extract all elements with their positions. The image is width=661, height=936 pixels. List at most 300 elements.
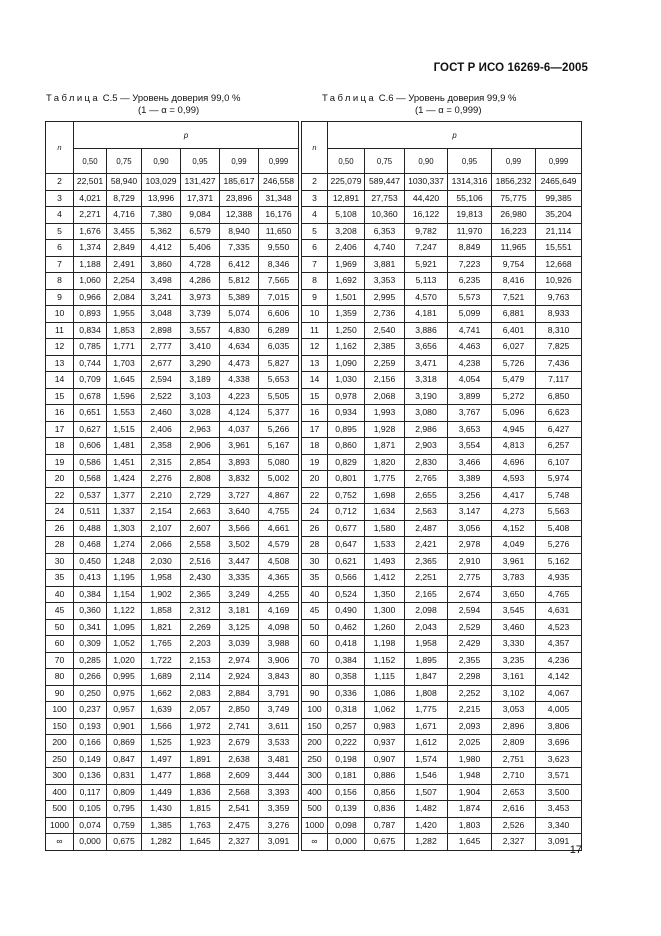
- k-value-cell: 0,413: [74, 570, 107, 587]
- caption-text: С.6 — Уровень доверия 99,9 %: [376, 93, 517, 104]
- n-value-cell: 90: [302, 685, 328, 702]
- k-value-cell: 3,028: [181, 405, 220, 422]
- k-value-cell: 225,079: [328, 174, 365, 191]
- k-value-cell: 0,975: [107, 685, 142, 702]
- table-row: [302, 454, 582, 471]
- n-value-cell: 17: [46, 421, 74, 438]
- k-value-cell: 3,557: [181, 322, 220, 339]
- k-value-cell: 1,808: [405, 685, 448, 702]
- k-value-cell: 0,829: [328, 454, 365, 471]
- k-value-cell: 3,466: [448, 454, 492, 471]
- k-value-cell: 8,310: [536, 322, 582, 339]
- table-row: [302, 669, 582, 686]
- k-value-cell: 1,195: [107, 570, 142, 587]
- k-value-cell: 0,744: [74, 355, 107, 372]
- k-value-cell: 3,276: [259, 817, 299, 834]
- k-value-cell: 10,926: [536, 273, 582, 290]
- caption-text: С.5 — Уровень доверия 99,0 %: [100, 93, 241, 104]
- k-value-cell: 1,580: [365, 520, 405, 537]
- n-value-cell: 22: [46, 487, 74, 504]
- k-value-cell: 1,198: [365, 636, 405, 653]
- k-value-cell: 3,256: [448, 487, 492, 504]
- k-value-cell: 3,330: [492, 636, 536, 653]
- n-value-cell: 500: [302, 801, 328, 818]
- k-value-cell: 2,896: [492, 718, 536, 735]
- n-value-cell: 24: [46, 504, 74, 521]
- k-value-cell: 1,698: [365, 487, 405, 504]
- k-value-cell: 21,114: [536, 223, 582, 240]
- k-value-cell: 0,677: [328, 520, 365, 537]
- k-value-cell: 1,374: [74, 240, 107, 257]
- table-row: [46, 636, 299, 653]
- k-value-cell: 5,748: [536, 487, 582, 504]
- k-value-cell: 4,124: [220, 405, 259, 422]
- k-value-cell: 3,091: [259, 834, 299, 851]
- k-value-cell: 2,487: [405, 520, 448, 537]
- k-value-cell: 1,546: [405, 768, 448, 785]
- n-value-cell: 5: [46, 223, 74, 240]
- table-row: [302, 801, 582, 818]
- n-value-cell: 5: [302, 223, 328, 240]
- table-row: [302, 405, 582, 422]
- k-value-cell: 0,785: [74, 339, 107, 356]
- k-value-cell: 7,380: [142, 207, 181, 224]
- k-value-cell: 3,739: [181, 306, 220, 323]
- caption-label: Таблица: [322, 93, 377, 104]
- k-value-cell: 2,385: [365, 339, 405, 356]
- n-value-cell: 60: [46, 636, 74, 653]
- k-value-cell: 2,677: [142, 355, 181, 372]
- table-row: [302, 768, 582, 785]
- k-value-cell: 1,052: [107, 636, 142, 653]
- k-value-cell: 3,103: [181, 388, 220, 405]
- n-value-cell: 30: [46, 553, 74, 570]
- k-value-cell: 4,945: [492, 421, 536, 438]
- k-value-cell: 1,553: [107, 405, 142, 422]
- k-value-cell: 3,554: [448, 438, 492, 455]
- k-value-cell: 2,430: [181, 570, 220, 587]
- k-value-cell: 2,251: [405, 570, 448, 587]
- p-value-header: 0,95: [448, 149, 492, 174]
- k-value-cell: 0,488: [74, 520, 107, 537]
- table-row: [46, 438, 299, 455]
- k-value-cell: 5,505: [259, 388, 299, 405]
- k-value-cell: 6,035: [259, 339, 299, 356]
- k-value-cell: 2,809: [492, 735, 536, 752]
- k-value-cell: 4,169: [259, 603, 299, 620]
- k-value-cell: 0,358: [328, 669, 365, 686]
- k-value-cell: 2,522: [142, 388, 181, 405]
- k-value-cell: 2,736: [365, 306, 405, 323]
- k-value-cell: 2,663: [181, 504, 220, 521]
- k-value-cell: 2,298: [448, 669, 492, 686]
- table-row: [302, 174, 582, 191]
- k-value-cell: 3,749: [259, 702, 299, 719]
- k-value-cell: 0,895: [328, 421, 365, 438]
- k-value-cell: 2,729: [181, 487, 220, 504]
- k-value-cell: 3,481: [259, 751, 299, 768]
- k-value-cell: 4,634: [220, 339, 259, 356]
- k-value-cell: 0,309: [74, 636, 107, 653]
- k-value-cell: 0,901: [107, 718, 142, 735]
- k-value-cell: 1,497: [142, 751, 181, 768]
- k-value-cell: 9,084: [181, 207, 220, 224]
- n-value-cell: 6: [46, 240, 74, 257]
- n-value-cell: 150: [302, 718, 328, 735]
- k-value-cell: 2,093: [448, 718, 492, 735]
- k-value-cell: 2,327: [220, 834, 259, 851]
- table-row: [46, 223, 299, 240]
- table-row: [46, 421, 299, 438]
- table-row: [46, 570, 299, 587]
- k-value-cell: 2,406: [328, 240, 365, 257]
- k-value-cell: 0,978: [328, 388, 365, 405]
- k-value-cell: 1,662: [142, 685, 181, 702]
- n-value-cell: 20: [46, 471, 74, 488]
- k-value-cell: 2,906: [181, 438, 220, 455]
- n-value-cell: 60: [302, 636, 328, 653]
- k-value-cell: 9,550: [259, 240, 299, 257]
- k-value-cell: 1,671: [405, 718, 448, 735]
- k-value-cell: 1,868: [181, 768, 220, 785]
- k-value-cell: 13,996: [142, 190, 181, 207]
- n-value-cell: 3: [302, 190, 328, 207]
- k-value-cell: 3,444: [259, 768, 299, 785]
- k-value-cell: 3,181: [220, 603, 259, 620]
- table-row: [302, 570, 582, 587]
- k-value-cell: 2,312: [181, 603, 220, 620]
- k-value-cell: 2,165: [405, 586, 448, 603]
- k-value-cell: 1,162: [328, 339, 365, 356]
- k-value-cell: 2,066: [142, 537, 181, 554]
- k-value-cell: 3,899: [448, 388, 492, 405]
- k-value-cell: 4,463: [448, 339, 492, 356]
- k-value-cell: 2,765: [405, 471, 448, 488]
- k-value-cell: 1,639: [142, 702, 181, 719]
- k-value-cell: 1,874: [448, 801, 492, 818]
- n-value-cell: 1000: [46, 817, 74, 834]
- k-value-cell: 1,248: [107, 553, 142, 570]
- table-row: [302, 504, 582, 521]
- k-value-cell: 0,983: [365, 718, 405, 735]
- k-value-cell: 1,260: [365, 619, 405, 636]
- k-value-cell: 4,593: [492, 471, 536, 488]
- k-value-cell: 0,831: [107, 768, 142, 785]
- k-value-cell: 1,507: [405, 784, 448, 801]
- table-row: [46, 207, 299, 224]
- k-value-cell: 1,477: [142, 768, 181, 785]
- k-value-cell: 2,995: [365, 289, 405, 306]
- k-value-cell: 0,787: [365, 817, 405, 834]
- k-value-cell: 0,490: [328, 603, 365, 620]
- k-value-cell: 7,825: [536, 339, 582, 356]
- k-value-cell: 16,176: [259, 207, 299, 224]
- table-row: [302, 603, 582, 620]
- k-value-cell: 0,384: [74, 586, 107, 603]
- n-value-cell: 12: [46, 339, 74, 356]
- k-value-cell: 1,858: [142, 603, 181, 620]
- table-row: [302, 685, 582, 702]
- k-value-cell: 3,208: [328, 223, 365, 240]
- table-row: [302, 471, 582, 488]
- n-value-cell: 80: [302, 669, 328, 686]
- k-value-cell: 0,450: [74, 553, 107, 570]
- k-value-cell: 11,650: [259, 223, 299, 240]
- k-value-cell: 589,447: [365, 174, 405, 191]
- caption-label: Таблица: [46, 93, 101, 104]
- table-row: [302, 421, 582, 438]
- k-value-cell: 131,427: [181, 174, 220, 191]
- table-row: [46, 735, 299, 752]
- n-value-cell: 19: [46, 454, 74, 471]
- k-value-cell: 3,566: [220, 520, 259, 537]
- k-value-cell: 2,460: [142, 405, 181, 422]
- k-value-cell: 4,523: [536, 619, 582, 636]
- n-value-cell: 250: [302, 751, 328, 768]
- table-row: [46, 240, 299, 257]
- n-value-cell: 50: [46, 619, 74, 636]
- k-value-cell: 1,412: [365, 570, 405, 587]
- k-value-cell: 3,973: [181, 289, 220, 306]
- n-value-cell: 45: [46, 603, 74, 620]
- n-value-cell: 35: [302, 570, 328, 587]
- k-value-cell: 44,420: [405, 190, 448, 207]
- k-value-cell: 7,247: [405, 240, 448, 257]
- k-value-cell: 1,282: [405, 834, 448, 851]
- k-value-cell: 5,812: [220, 273, 259, 290]
- k-value-cell: 3,447: [220, 553, 259, 570]
- k-value-cell: 2,679: [220, 735, 259, 752]
- k-value-cell: 2,315: [142, 454, 181, 471]
- table-body: [46, 174, 299, 851]
- p-value-header: 0,90: [405, 149, 448, 174]
- k-value-cell: 2,910: [448, 553, 492, 570]
- table-row: [46, 669, 299, 686]
- k-value-cell: 1,482: [405, 801, 448, 818]
- n-value-cell: 80: [46, 669, 74, 686]
- n-value-cell: 90: [46, 685, 74, 702]
- n-value-cell: 30: [302, 553, 328, 570]
- k-value-cell: 1,958: [405, 636, 448, 653]
- k-value-cell: 5,096: [492, 405, 536, 422]
- k-value-cell: 0,678: [74, 388, 107, 405]
- k-value-cell: 0,156: [328, 784, 365, 801]
- k-value-cell: 2,276: [142, 471, 181, 488]
- k-value-cell: 1,904: [448, 784, 492, 801]
- n-value-cell: 11: [302, 322, 328, 339]
- k-value-cell: 5,113: [405, 273, 448, 290]
- k-value-cell: 5,408: [536, 520, 582, 537]
- k-value-cell: 0,759: [107, 817, 142, 834]
- k-value-cell: 2,541: [220, 801, 259, 818]
- table-row: [46, 619, 299, 636]
- k-value-cell: 3,727: [220, 487, 259, 504]
- k-value-cell: 2,674: [448, 586, 492, 603]
- n-value-cell: 28: [302, 537, 328, 554]
- k-value-cell: 1,775: [405, 702, 448, 719]
- n-value-cell: 22: [302, 487, 328, 504]
- k-value-cell: 0,098: [328, 817, 365, 834]
- k-value-cell: 3,190: [405, 388, 448, 405]
- k-value-cell: 3,053: [492, 702, 536, 719]
- k-value-cell: 4,765: [536, 586, 582, 603]
- n-value-cell: 13: [46, 355, 74, 372]
- k-value-cell: 0,524: [328, 586, 365, 603]
- k-value-cell: 6,881: [492, 306, 536, 323]
- k-value-cell: 1,980: [448, 751, 492, 768]
- k-value-cell: 5,573: [448, 289, 492, 306]
- k-value-cell: 3,389: [448, 471, 492, 488]
- n-value-cell: 8: [46, 273, 74, 290]
- k-value-cell: 4,357: [536, 636, 582, 653]
- k-value-cell: 8,940: [220, 223, 259, 240]
- k-value-cell: 2,903: [405, 438, 448, 455]
- table-row: [46, 339, 299, 356]
- k-value-cell: 3,048: [142, 306, 181, 323]
- k-value-cell: 1,377: [107, 487, 142, 504]
- k-value-cell: 8,416: [492, 273, 536, 290]
- k-value-cell: 7,436: [536, 355, 582, 372]
- k-value-cell: 10,360: [365, 207, 405, 224]
- k-value-cell: 2,114: [181, 669, 220, 686]
- k-value-cell: 5,162: [536, 553, 582, 570]
- table-c5: [45, 121, 299, 851]
- p-value-header: 0,999: [536, 149, 582, 174]
- table-row: [302, 718, 582, 735]
- k-value-cell: 2,898: [142, 322, 181, 339]
- k-value-cell: 4,152: [492, 520, 536, 537]
- n-value-cell: 24: [302, 504, 328, 521]
- k-value-cell: 0,801: [328, 471, 365, 488]
- table-row: [46, 273, 299, 290]
- k-value-cell: 8,933: [536, 306, 582, 323]
- table-row: [46, 685, 299, 702]
- k-value-cell: 0,675: [107, 834, 142, 851]
- k-value-cell: 3,039: [220, 636, 259, 653]
- k-value-cell: 0,886: [365, 768, 405, 785]
- table-row: [302, 537, 582, 554]
- k-value-cell: 0,893: [74, 306, 107, 323]
- k-value-cell: 2,215: [448, 702, 492, 719]
- k-value-cell: 1,574: [405, 751, 448, 768]
- k-value-cell: 1,871: [365, 438, 405, 455]
- n-value-cell: 70: [302, 652, 328, 669]
- k-value-cell: 2,254: [107, 273, 142, 290]
- k-value-cell: 1,928: [365, 421, 405, 438]
- k-value-cell: 99,385: [536, 190, 582, 207]
- p-value-header: 0,95: [181, 149, 220, 174]
- k-value-cell: 1,152: [365, 652, 405, 669]
- table-row: [46, 471, 299, 488]
- n-value-cell: 28: [46, 537, 74, 554]
- k-value-cell: 4,255: [259, 586, 299, 603]
- k-value-cell: 7,335: [220, 240, 259, 257]
- k-value-cell: 1,775: [365, 471, 405, 488]
- k-value-cell: 5,002: [259, 471, 299, 488]
- k-value-cell: 0,181: [328, 768, 365, 785]
- k-value-cell: 5,362: [142, 223, 181, 240]
- table-row: [302, 355, 582, 372]
- k-value-cell: 3,091: [536, 834, 582, 851]
- n-value-cell: 100: [302, 702, 328, 719]
- k-value-cell: 6,107: [536, 454, 582, 471]
- k-value-cell: 2,924: [220, 669, 259, 686]
- k-value-cell: 3,696: [536, 735, 582, 752]
- n-value-cell: 40: [302, 586, 328, 603]
- n-value-cell: 45: [302, 603, 328, 620]
- k-value-cell: 6,412: [220, 256, 259, 273]
- k-value-cell: 0,809: [107, 784, 142, 801]
- k-value-cell: 4,508: [259, 553, 299, 570]
- k-value-cell: 1,895: [405, 652, 448, 669]
- k-value-cell: 1,692: [328, 273, 365, 290]
- k-value-cell: 1,501: [328, 289, 365, 306]
- k-value-cell: 3,571: [536, 768, 582, 785]
- k-value-cell: 2,963: [181, 421, 220, 438]
- k-value-cell: 0,149: [74, 751, 107, 768]
- table-row: [46, 603, 299, 620]
- k-value-cell: 2,986: [405, 421, 448, 438]
- k-value-cell: 75,775: [492, 190, 536, 207]
- k-value-cell: 1,645: [107, 372, 142, 389]
- k-value-cell: 6,027: [492, 339, 536, 356]
- k-value-cell: 3,906: [259, 652, 299, 669]
- k-value-cell: 55,106: [448, 190, 492, 207]
- n-value-cell: 10: [302, 306, 328, 323]
- k-value-cell: 4,417: [492, 487, 536, 504]
- k-value-cell: 2,854: [181, 454, 220, 471]
- k-value-cell: 0,957: [107, 702, 142, 719]
- n-value-cell: 16: [46, 405, 74, 422]
- k-value-cell: 0,193: [74, 718, 107, 735]
- table-row: [46, 834, 299, 851]
- k-value-cell: 3,653: [448, 421, 492, 438]
- k-value-cell: 0,627: [74, 421, 107, 438]
- k-value-cell: 3,881: [365, 256, 405, 273]
- k-value-cell: 4,142: [536, 669, 582, 686]
- k-value-cell: 2,978: [448, 537, 492, 554]
- table-row: [46, 817, 299, 834]
- k-value-cell: 2,083: [181, 685, 220, 702]
- table-row: [302, 834, 582, 851]
- k-value-cell: 0,318: [328, 702, 365, 719]
- table-row: [302, 207, 582, 224]
- k-value-cell: 4,741: [448, 322, 492, 339]
- k-value-cell: 3,988: [259, 636, 299, 653]
- k-value-cell: 4,273: [492, 504, 536, 521]
- k-value-cell: 4,631: [536, 603, 582, 620]
- n-value-cell: 11: [46, 322, 74, 339]
- k-value-cell: 1,274: [107, 537, 142, 554]
- k-value-cell: 2,850: [220, 702, 259, 719]
- k-value-cell: 4,005: [536, 702, 582, 719]
- k-value-cell: 0,860: [328, 438, 365, 455]
- k-value-cell: 3,318: [405, 372, 448, 389]
- k-value-cell: 1,847: [405, 669, 448, 686]
- k-value-cell: 1,250: [328, 322, 365, 339]
- table-c6: [301, 121, 582, 851]
- k-value-cell: 2,609: [220, 768, 259, 785]
- p-value-header: 0,90: [142, 149, 181, 174]
- k-value-cell: 1,430: [142, 801, 181, 818]
- k-value-cell: 2,540: [365, 322, 405, 339]
- k-value-cell: 0,266: [74, 669, 107, 686]
- k-value-cell: 3,961: [220, 438, 259, 455]
- n-value-cell: 7: [46, 256, 74, 273]
- k-value-cell: 103,029: [142, 174, 181, 191]
- p-values-row: [46, 149, 299, 174]
- k-value-cell: 15,551: [536, 240, 582, 257]
